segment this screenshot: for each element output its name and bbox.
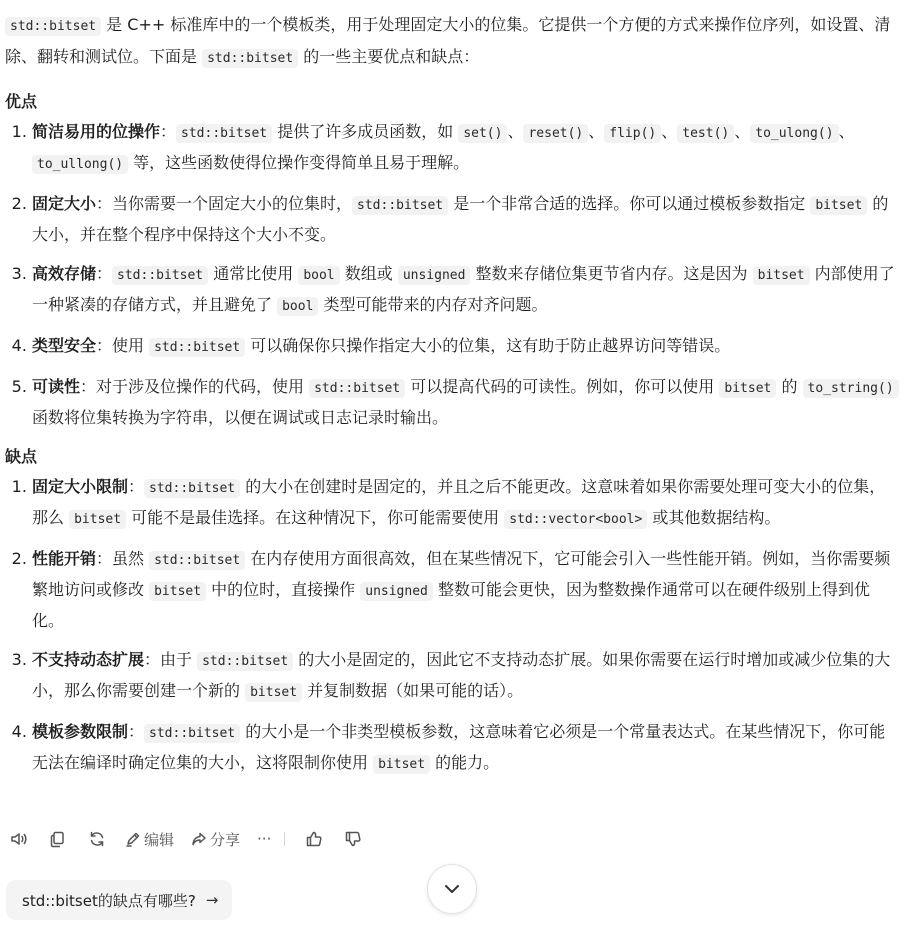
regenerate-icon[interactable] — [86, 828, 108, 850]
toolbar-divider — [284, 832, 285, 846]
thumbs-up-icon[interactable] — [303, 828, 325, 850]
share-icon — [191, 831, 207, 847]
suggested-question-text: std::bitset的缺点有哪些? — [22, 891, 196, 910]
list-item: 4. 类型安全：使用 std::bitset 可以确保你只操作指定大小的位集，这有助于防止越界访问等错误。 — [32, 331, 900, 362]
chevron-down-icon — [442, 879, 462, 899]
list-item: 3. 不支持动态扩展：由于 std::bitset 的大小是固定的，因此它不支持动态扩展。如果你需要在运行时增加或减少位集的大小，那么你需要创建一个新的 bitset 并复制数据（如果可能的话）。 — [32, 645, 900, 707]
message-content — [5, 0, 900, 789]
share-button[interactable] — [191, 829, 240, 850]
inline-code: std::bitset — [202, 49, 298, 68]
list-item: 5. 可读性：对于涉及位操作的代码，使用 std::bitset 可以提高代码的可读性。例如，你可以使用 bitset 的 to_string() 函数将位集转换为字符串，以便在调试或日志记录时输出。 — [32, 372, 900, 432]
inline-code: std::bitset — [5, 17, 101, 36]
list-item: 2. 固定大小：当你需要一个固定大小的位集时， std::bitset 是一个非常合适的选择。你可以通过模板参数指定 bitset 的大小，并在整个程序中保持这个大小不变。 — [32, 189, 900, 249]
copy-icon[interactable] — [47, 828, 69, 850]
edit-icon — [125, 831, 141, 847]
pros-list — [5, 117, 900, 432]
scroll-to-bottom-button[interactable] — [427, 864, 477, 914]
list-item: 3. 高效存储： std::bitset 通常比使用 bool 数组或 unsigned 整数来存储位集更节省内存。这是因为 bitset 内部使用了一种紧凑的存储方式，并且避免了 bool 类型可能带来的内存对齐问题。 — [32, 259, 900, 321]
edit-button[interactable] — [125, 829, 174, 850]
suggested-question-chip[interactable] — [6, 880, 232, 920]
edit-label: 编辑 — [144, 830, 175, 849]
thumbs-down-icon[interactable] — [342, 828, 364, 850]
speaker-icon[interactable] — [8, 828, 30, 850]
list-item: 2. 性能开销：虽然 std::bitset 在内存使用方面很高效，但在某些情况下，它可能会引入一些性能开销。例如，当你需要频繁地访问或修改 bitset 中的位时，直接操作 unsigned 整数可能会更快，因为整数操作通常可以在硬件级别上得到优化。 — [32, 544, 900, 635]
list-item: 1. 简洁易用的位操作： std::bitset 提供了许多成员函数，如 set() 、 reset() 、 flip() 、 test() 、 to_ulong() 、to_ullong() 等，这些函数使得位操作变得简单且易于理解。 — [32, 117, 900, 179]
cons-list — [5, 472, 900, 779]
share-label: 分享 — [210, 830, 241, 849]
arrow-right-icon: → — [205, 891, 219, 909]
message-action-toolbar — [8, 826, 381, 852]
list-item: 1. 固定大小限制： std::bitset 的大小在创建时是固定的，并且之后不能更改。这意味着如果你需要处理可变大小的位集，那么 bitset 可能不是最佳选择。在这种情况下，你可能需要使用 std::vector<bool> 或其他数据结构。 — [32, 472, 900, 534]
intro-paragraph: std::bitset 是 C++ 标准库中的一个模板类，用于处理固定大小的位集。它提供一个方便的方式来操作位序列，如设置、清除、翻转和测试位。下面是 std::bitset 的一些主要优点和缺点： — [5, 15, 891, 66]
cons-heading: 缺点 — [5, 447, 38, 466]
pros-heading: 优点 — [5, 92, 38, 111]
more-button[interactable]: ··· — [257, 830, 272, 848]
list-item: 4. 模板参数限制： std::bitset 的大小是一个非类型模板参数，这意味着它必须是一个常量表达式。在某些情况下，你可能无法在编译时确定位集的大小，这将限制你使用 bitset 的能力。 — [32, 717, 900, 779]
